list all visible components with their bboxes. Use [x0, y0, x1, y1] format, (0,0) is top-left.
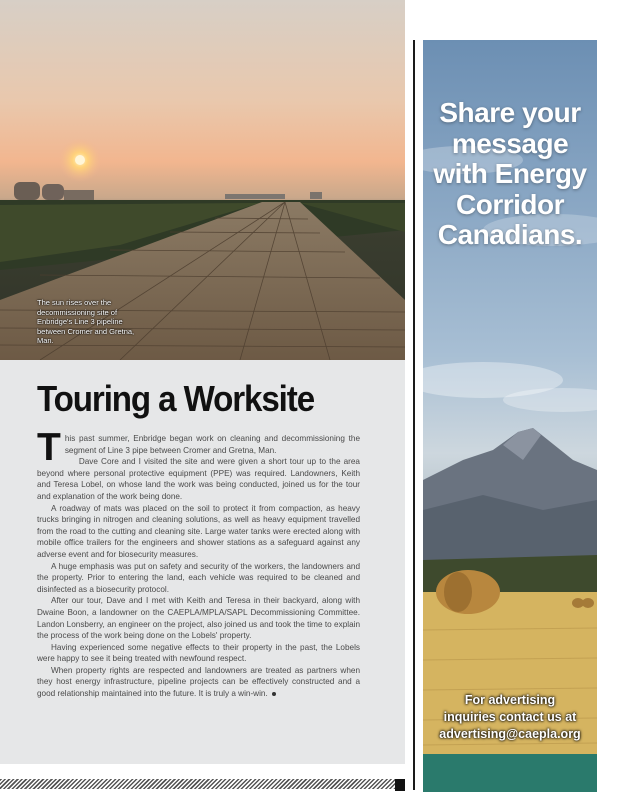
- end-mark-icon: [272, 692, 276, 696]
- footer-block: [395, 779, 405, 791]
- ad-contact-email[interactable]: advertising@caepla.org: [439, 727, 581, 741]
- column-divider: [413, 40, 415, 790]
- cover-photo: [0, 0, 405, 360]
- ad-contact-line-2: inquiries contact us at: [443, 710, 577, 724]
- paragraph-3: A roadway of mats was placed on the soil to protect it from compaction, as heavy trucks bringing in nitrogen and cleaning solutions, as well as heavy equipment travelled from the road to the cutting and cleaning site. Large water tanks were erected along with mobile office trailers for the engineers and shower stations as a safeguard against any adverse event and for biosecurity measures.: [37, 503, 360, 559]
- paragraph-6: Having experienced some negative effects to their property in the past, the Lobels were happy to see it being treated with newfound respect.: [37, 642, 360, 664]
- advertisement[interactable]: [423, 40, 597, 792]
- article-body: [37, 426, 360, 700]
- paragraph-4: A huge emphasis was put on safety and security of the workers, the landowners and the property. Prior to entering the land, each vehicle was required to be cleaned and disinfected as a biosecurity protocol.: [37, 561, 360, 594]
- paragraph-2: Dave Core and I visited the site and were given a short tour up to the area beyond where personal protective equipment (PPE) was required. Landowners, Keith and Teresa Lobel, on whose land the work was being conducted, joined us for the tour and explanation of the work being done.: [37, 457, 360, 501]
- paragraph-7: When property rights are respected and landowners are treated as partners when they host energy infrastructure, pipeline projects can be effectively constructed and a good relationship maintained into the future. It is truly a win-win.: [37, 665, 360, 699]
- ad-footer-bar: [423, 754, 597, 792]
- photo-caption: The sun rises over the decommissioning site of Enbridge's Line 3 pipeline between Cromer and Gretna, Man.: [37, 298, 135, 345]
- footer-stripe: [0, 779, 395, 789]
- article-headline: Touring a Worksite: [37, 378, 315, 419]
- paragraph-1: This past summer, Enbridge began work on cleaning and decommissioning the segment of Line 3 pipe between Cromer and Gretna, Man.: [37, 426, 360, 469]
- ad-headline: Share your message with Energy Corridor Canadians.: [433, 97, 587, 250]
- ad-contact-line-1: For advertising: [464, 693, 556, 707]
- ad-contact-text: [423, 692, 597, 743]
- drop-cap: T: [37, 426, 61, 469]
- paragraph-5: After our tour, Dave and I met with Keith and Teresa in their backyard, along with Dwaine Boon, a landowner on the CAEPLA/MPLA/SAPL Decommissioning Committee. Landon Lonsberry, an engineer on the project, also joined us and took the time to explain the process of the work being done on the Lobels' property.: [37, 596, 360, 641]
